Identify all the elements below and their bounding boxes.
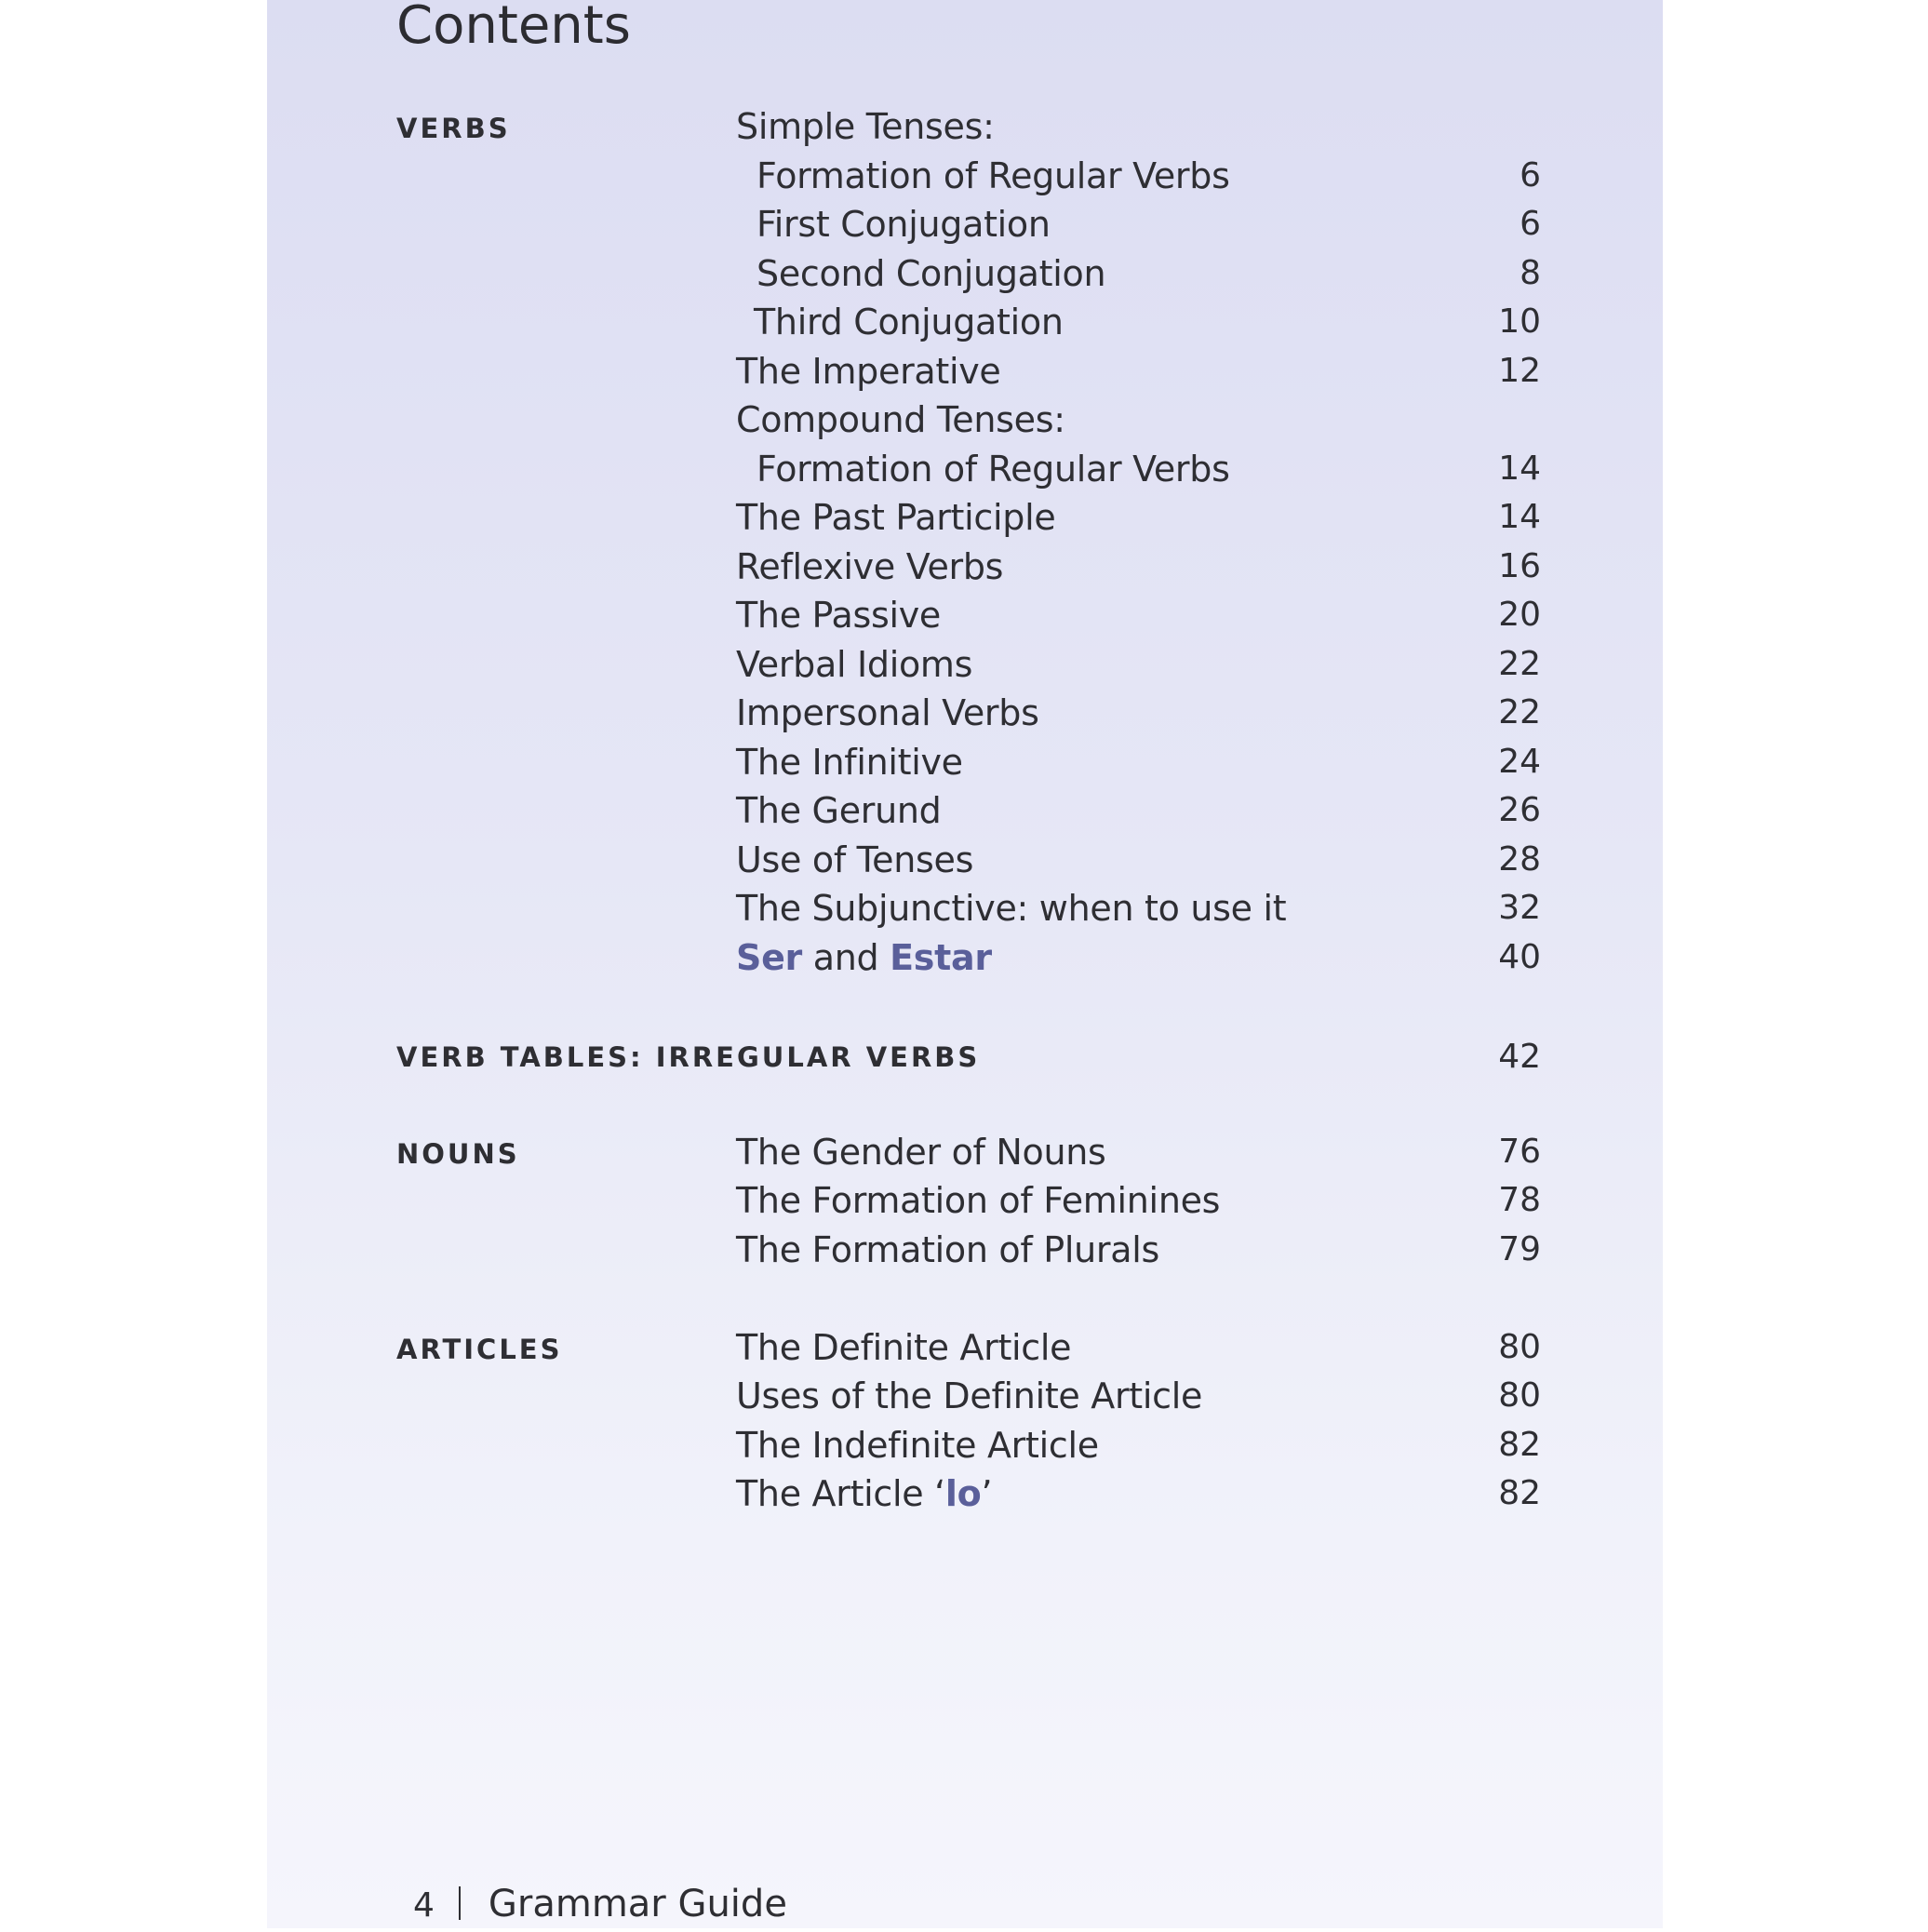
toc-entry-label: The Definite Article <box>736 1327 1072 1368</box>
toc-entry-page: 28 <box>1498 840 1541 879</box>
toc-entry-label <box>736 1469 992 1518</box>
toc-entry-page: 8 <box>1520 254 1541 292</box>
toc-entry-label: Impersonal Verbs <box>736 692 1039 733</box>
toc-entry-page: 76 <box>1498 1133 1541 1171</box>
toc-entry-page: 79 <box>1498 1230 1541 1268</box>
section-heading-verb-tables: VERB TABLES: IRREGULAR VERBS <box>396 1041 981 1073</box>
toc-entry[interactable] <box>736 1128 1541 1176</box>
toc-entry[interactable] <box>736 493 1541 542</box>
toc-entry[interactable] <box>736 1421 1541 1469</box>
toc-entry[interactable] <box>736 1226 1541 1274</box>
toc-entry[interactable] <box>736 445 1541 493</box>
toc-entry-label: The Passive <box>736 595 941 636</box>
toc-entry-label <box>736 933 992 982</box>
toc-entry-page: 22 <box>1498 693 1541 731</box>
toc-entry-page: 6 <box>1520 205 1541 243</box>
footer-page-number: 4 <box>413 1886 435 1925</box>
toc-entry[interactable] <box>736 836 1541 884</box>
toc-entry-label: The Formation of Plurals <box>736 1229 1159 1270</box>
toc-entry[interactable] <box>736 102 1541 151</box>
toc-entry-page: 80 <box>1498 1376 1541 1415</box>
toc-entry-page: 20 <box>1498 596 1541 634</box>
toc-entry-page: 16 <box>1498 547 1541 585</box>
toc-entry-page: 22 <box>1498 645 1541 683</box>
toc-entry-ser-estar[interactable] <box>736 933 1541 982</box>
toc-entry-page: 78 <box>1498 1181 1541 1219</box>
toc-entry-label: The Indefinite Article <box>736 1425 1099 1466</box>
toc-entry-label: The Imperative <box>736 351 1001 392</box>
toc-entry-page: 42 <box>1498 1038 1541 1076</box>
closing-quote-text: ’ <box>981 1473 993 1514</box>
toc-entry[interactable] <box>736 347 1541 396</box>
toc-entry-label: Formation of Regular Verbs <box>756 155 1230 196</box>
toc-entry-page: 32 <box>1498 889 1541 927</box>
toc-entry-label: The Subjunctive: when to use it <box>736 888 1287 929</box>
toc-entry[interactable] <box>736 543 1541 591</box>
toc-entry[interactable] <box>736 298 1541 346</box>
toc-entry-label: The Gerund <box>736 790 942 831</box>
toc-entry-page: 82 <box>1498 1426 1541 1464</box>
footer-book-title: Grammar Guide <box>488 1883 787 1925</box>
toc-entry-label: Compound Tenses: <box>736 399 1065 440</box>
toc-entry-page: 26 <box>1498 791 1541 829</box>
page-title: Contents <box>396 0 631 56</box>
toc-entry-label: Formation of Regular Verbs <box>756 449 1230 490</box>
toc-entry-label: The Past Participle <box>736 497 1056 538</box>
toc-entry-label: Second Conjugation <box>756 253 1106 294</box>
connector-text: and <box>801 937 890 978</box>
toc-entry[interactable] <box>736 738 1541 786</box>
highlight-word-ser: Ser <box>736 937 802 978</box>
section-heading-nouns: NOUNS <box>396 1138 520 1170</box>
toc-entry-page: 6 <box>1520 156 1541 195</box>
toc-entry-verb-tables[interactable] <box>396 1033 1541 1081</box>
section-heading-articles: ARTICLES <box>396 1334 563 1365</box>
toc-entry[interactable] <box>736 200 1541 248</box>
toc-entry[interactable] <box>736 1176 1541 1225</box>
toc-entry-page: 14 <box>1498 449 1541 488</box>
footer-separator <box>459 1886 461 1920</box>
section-heading-verbs: VERBS <box>396 113 511 144</box>
toc-entry[interactable] <box>736 396 1541 444</box>
toc-entry-page: 12 <box>1498 352 1541 390</box>
toc-entry[interactable] <box>736 884 1541 932</box>
highlight-word-estar: Estar <box>890 937 992 978</box>
toc-entry[interactable] <box>736 591 1541 639</box>
toc-entry-page: 10 <box>1498 302 1541 341</box>
article-prefix-text: The Article ‘ <box>736 1473 945 1514</box>
toc-entry-label: Reflexive Verbs <box>736 546 1004 587</box>
toc-entry-label: First Conjugation <box>756 204 1051 245</box>
toc-entry-label: The Infinitive <box>736 742 963 783</box>
toc-entry-label: Uses of the Definite Article <box>736 1375 1203 1416</box>
toc-entry-page: 40 <box>1498 938 1541 976</box>
toc-entry-page: 80 <box>1498 1328 1541 1366</box>
toc-entry-page: 82 <box>1498 1474 1541 1512</box>
toc-entry-label: Use of Tenses <box>736 839 974 880</box>
toc-entry-label: The Gender of Nouns <box>736 1132 1106 1173</box>
toc-entry[interactable] <box>736 640 1541 689</box>
toc-entry[interactable] <box>736 249 1541 298</box>
toc-entry[interactable] <box>736 1323 1541 1372</box>
toc-entry-page: 14 <box>1498 498 1541 536</box>
toc-entry-label: Verbal Idioms <box>736 644 973 685</box>
toc-entry-page: 24 <box>1498 743 1541 781</box>
toc-entry[interactable] <box>736 152 1541 200</box>
page-footer <box>413 1878 787 1930</box>
toc-entry-label: Simple Tenses: <box>736 106 995 147</box>
highlight-word-lo: lo <box>944 1473 982 1514</box>
toc-entry-label: Third Conjugation <box>754 302 1064 342</box>
toc-entry[interactable] <box>736 786 1541 835</box>
toc-entry-article-lo[interactable] <box>736 1469 1541 1518</box>
toc-entry[interactable] <box>736 689 1541 737</box>
toc-entry-label: The Formation of Feminines <box>736 1180 1221 1221</box>
toc-entry[interactable] <box>736 1372 1541 1420</box>
